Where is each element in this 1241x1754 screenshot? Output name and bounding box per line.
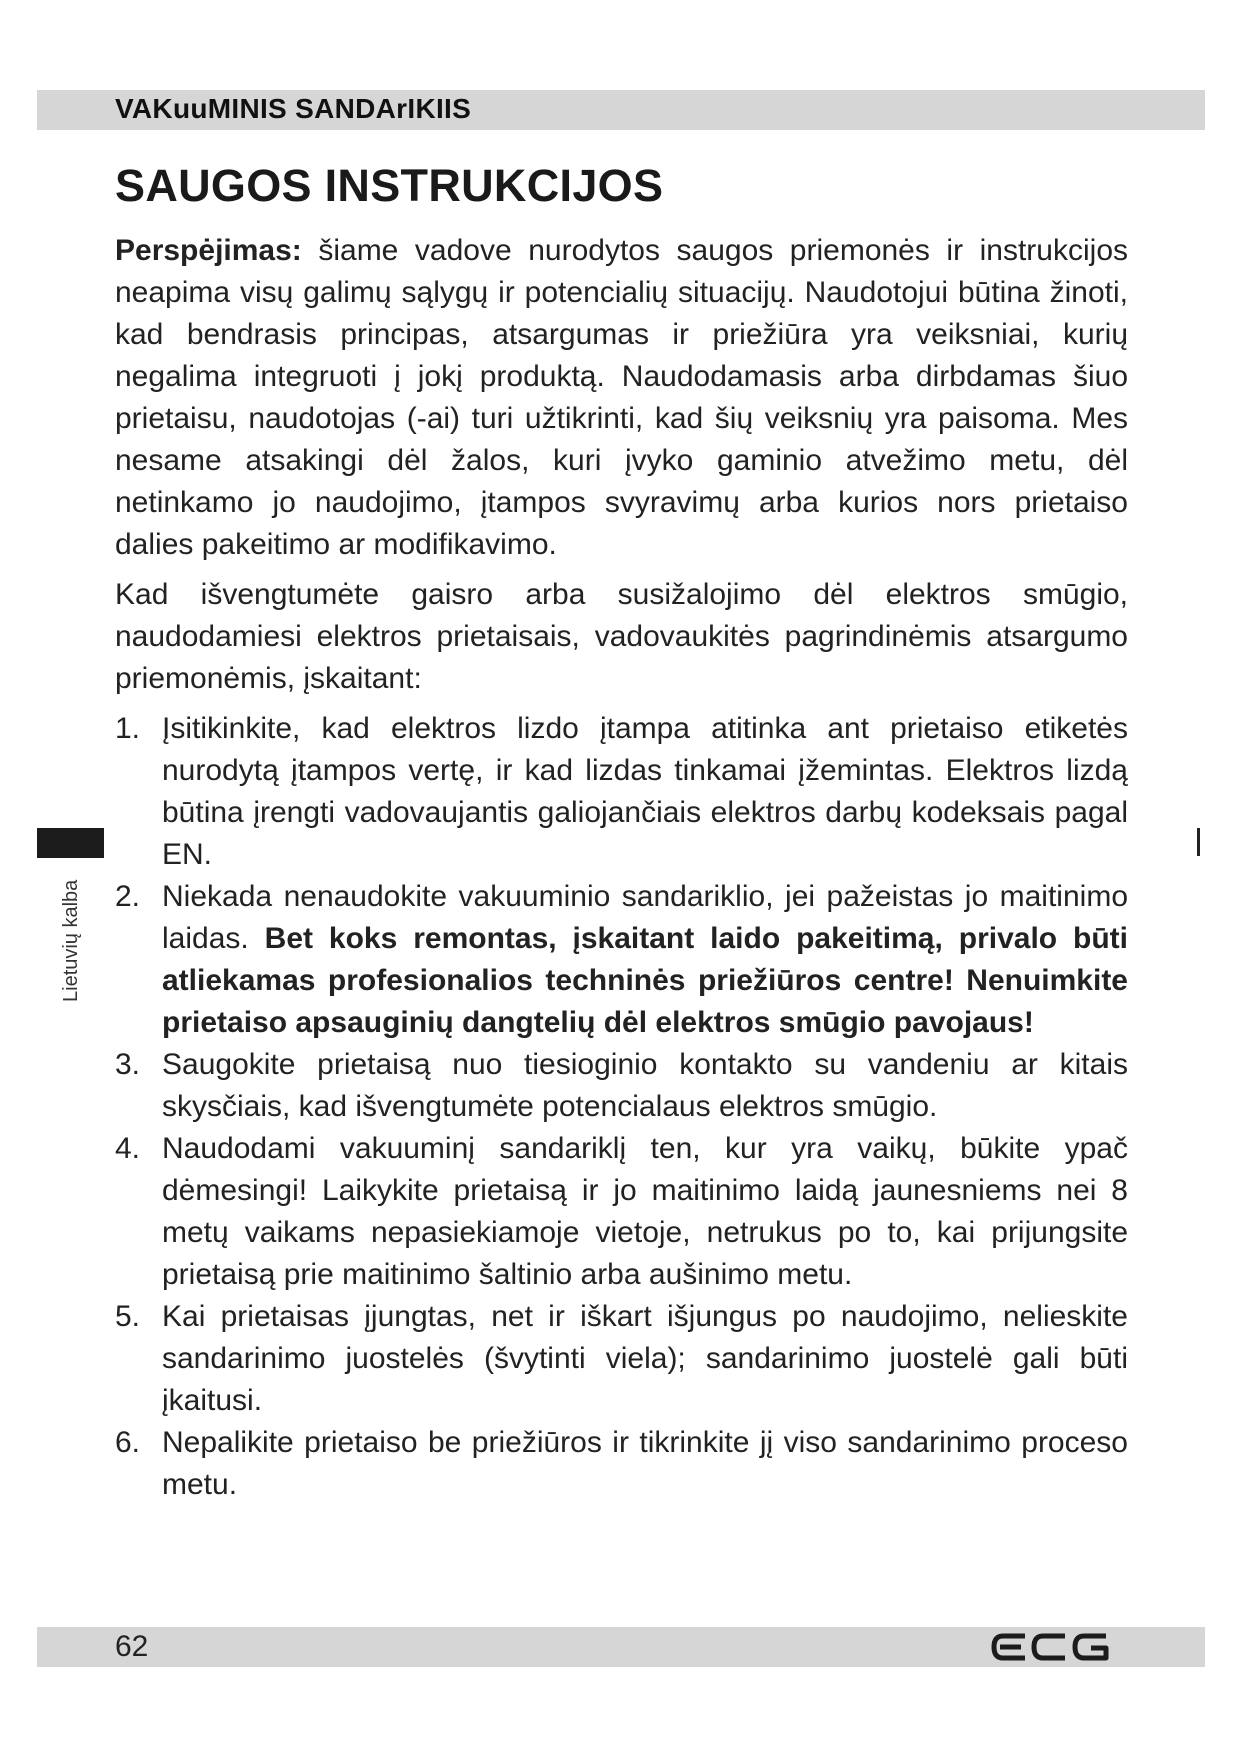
item-text: Nepalikite prietaiso be priežiūros ir tikrinkite jį viso sandarinimo proceso metu. xyxy=(162,1426,1128,1501)
warning-label: Perspėjimas: xyxy=(115,234,302,267)
footer-bar xyxy=(37,1627,1205,1667)
page-title: SAUGOS INSTRUKCIJOS xyxy=(115,160,664,211)
list-item xyxy=(115,1296,1128,1422)
header-bar xyxy=(37,90,1205,130)
page-number: 62 xyxy=(115,1630,149,1663)
language-tab-marker xyxy=(37,828,104,858)
header-title: VAKuuMINIS SANDArIKIIS xyxy=(115,93,472,124)
language-label: Lietuvių kalba xyxy=(60,879,82,1002)
list-item xyxy=(115,1044,1128,1128)
warning-text: šiame vadove nurodytos saugos priemonės ir instrukcijos neapima visų galimų sąlygų ir potencialių situacijų. Naudotojui būtina žinoti, kad bendrasis principas, atsargumas ir priežiūra yra veiksniai, kurių negalima integruoti į jokį produktą. Naudodamasis arba dirbdamas šiuo prietaisu, naudotojas (-ai) turi užtikrinti, kad šių veiksnių yra paisoma. Mes nesame atsakingi dėl žalos, kuri įvyko gaminio atvežimo metu, dėl netinkamo jo naudojimo, įtampos svyravimų arba kurios nors prietaiso dalies pakeitimo ar modifikavimo. xyxy=(115,234,1128,561)
item-number: 5. xyxy=(115,1300,141,1333)
ecg-logo-icon xyxy=(991,1633,1109,1661)
list-item xyxy=(115,1422,1128,1506)
warning-paragraph xyxy=(115,230,1128,566)
item-number: 4. xyxy=(115,1132,141,1165)
item-text: Saugokite prietaisą nuo tiesioginio kontakto su vandeniu ar kitais skysčiais, kad išvengtumėte potencialaus elektros smūgio. xyxy=(162,1048,1128,1123)
intro-paragraph: Kad išvengtumėte gaisro arba susižalojimo dėl elektros smūgio, naudodamiesi elektros prietaisais, vadovaukitės pagrindinėmis atsargumo priemonėmis, įskaitant: xyxy=(115,578,1128,695)
item-text: Naudodami vakuuminį sandariklį ten, kur yra vaikų, būkite ypač dėmesingi! Laikykite prietaisą ir jo maitinimo laidą jaunesniems nei 8 metų vaikams nepasiekiamoje vietoje, netrukus po to, kai prijungsite prietaisą prie maitinimo šaltinio arba aušinimo metu. xyxy=(162,1132,1128,1291)
content xyxy=(115,230,1128,1506)
item-number: 3. xyxy=(115,1048,141,1081)
instruction-list xyxy=(115,708,1128,1506)
list-item xyxy=(115,708,1128,876)
item-text: Kai prietaisas įjungtas, net ir iškart išjungus po naudojimo, nelieskite sandarinimo juostelės (švytinti viela); sandarinimo juostelė gali būti įkaitusi. xyxy=(162,1300,1128,1417)
margin-mark xyxy=(1197,828,1200,856)
item-number: 6. xyxy=(115,1426,141,1459)
item-number: 2. xyxy=(115,880,141,913)
item-bold-text: Bet koks remontas, įskaitant laido pakeitimą, privalo būti atliekamas profesionalios techninės priežiūros centre! Nenuimkite prietaiso apsauginių dangtelių dėl elektros smūgio pavojaus! xyxy=(162,922,1129,1039)
list-item xyxy=(115,876,1128,1044)
list-item xyxy=(115,1128,1128,1296)
item-text: Įsitikinkite, kad elektros lizdo įtampa atitinka ant prietaiso etiketės nurodytą įtampos vertę, ir kad lizdas tinkamai įžemintas. Elektros lizdą būtina įrengti vadovaujantis galiojančiais elektros darbų kodeksais pagal EN. xyxy=(162,712,1128,871)
item-text: Niekada nenaudokite vakuuminio sandariklio, jei pažeistas jo maitinimo laidas. xyxy=(162,880,1128,955)
item-number: 1. xyxy=(115,712,141,745)
